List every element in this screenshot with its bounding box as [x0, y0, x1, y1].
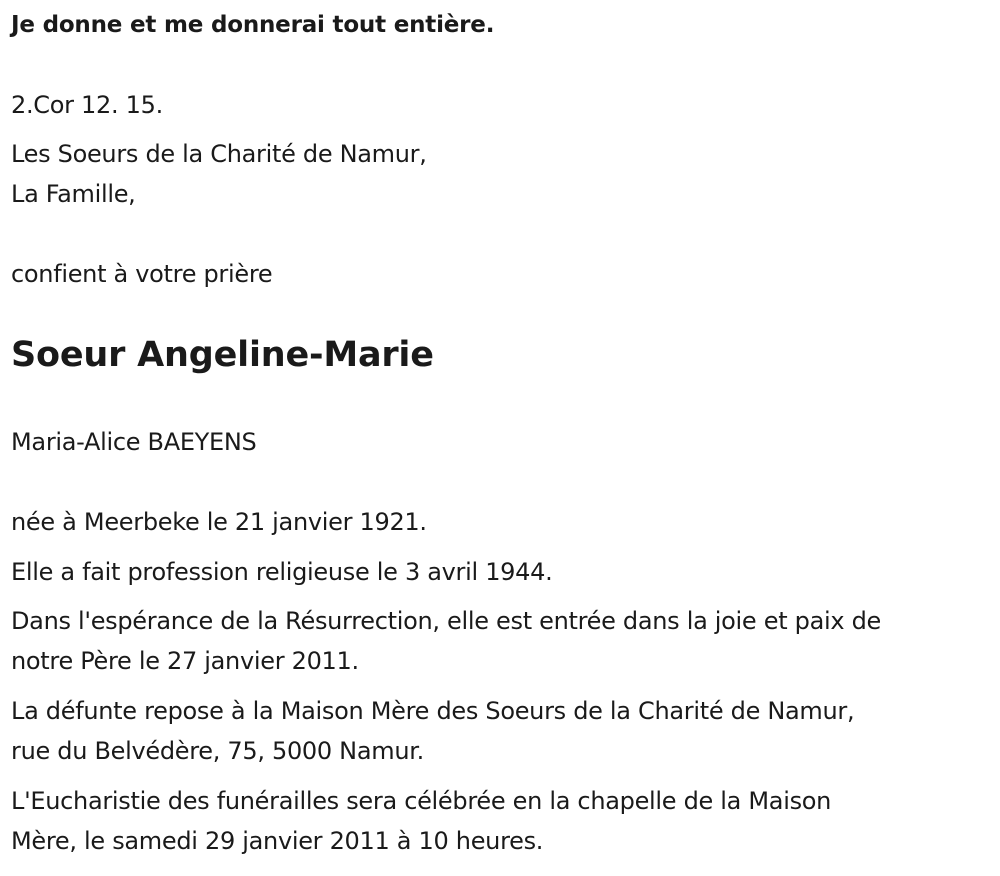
announcer-line: Les Soeurs de la Charité de Namur, — [11, 140, 427, 168]
profession-line: Elle a fait profession religieuse le 3 avril 1944. — [11, 558, 553, 586]
announcer-line: La Famille, — [11, 180, 136, 208]
civil-name: Maria-Alice BAEYENS — [11, 428, 257, 456]
motto: Je donne et me donnerai tout entière. — [11, 12, 495, 38]
repose-line: La défunte repose à la Maison Mère des Soeurs de la Charité de Namur, — [11, 697, 855, 725]
intro-text: confient à votre prière — [11, 260, 273, 288]
scripture-reference: 2.Cor 12. 15. — [11, 91, 163, 119]
death-line: Dans l'espérance de la Résurrection, elle est entrée dans la joie et paix de — [11, 607, 881, 635]
funeral-line: Mère, le samedi 29 janvier 2011 à 10 heures. — [11, 827, 544, 855]
birth-line: née à Meerbeke le 21 janvier 1921. — [11, 508, 427, 536]
death-line: notre Père le 27 janvier 2011. — [11, 647, 359, 675]
religious-name: Soeur Angeline-Marie — [11, 335, 434, 375]
funeral-line: L'Eucharistie des funérailles sera célébrée en la chapelle de la Maison — [11, 787, 832, 815]
repose-line: rue du Belvédère, 75, 5000 Namur. — [11, 737, 424, 765]
